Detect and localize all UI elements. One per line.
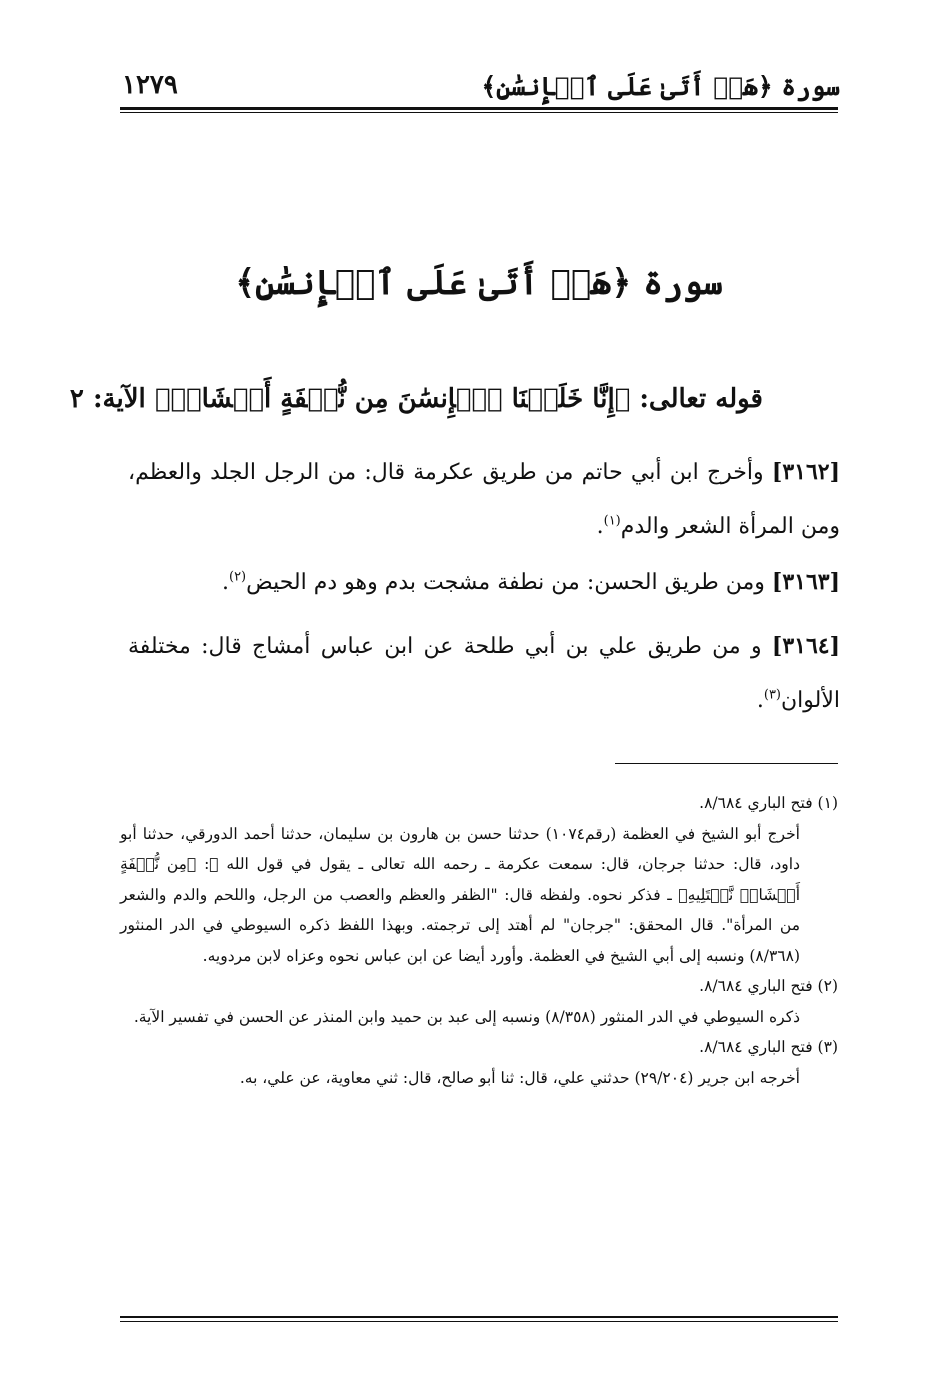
entry-text: ومن طريق الحسن: من نطفة مشجت بدم وهو دم الحيض	[246, 570, 765, 595]
running-header	[120, 70, 840, 110]
narration-entry	[128, 619, 840, 728]
entry-end: .	[596, 514, 604, 539]
footnote-reference	[120, 1032, 838, 1063]
footnote-label: (٢)	[817, 977, 838, 995]
entry-text: و من طريق علي بن أبي طلحة عن ابن عباس أمشاج قال: مختلفة الألوان	[128, 634, 840, 713]
footnote-source: فتح الباري ٨/٦٨٤.	[699, 794, 813, 812]
entry-end: .	[221, 570, 229, 595]
footnote-note: ذكره السيوطي في الدر المنثور (٨/٣٥٨) ونسبه إلى عبد بن حميد وابن المنذر عن الحسن في تفسير الآية.	[133, 1007, 800, 1026]
footnote-source: فتح الباري ٨/٦٨٤.	[699, 1038, 813, 1056]
verse-heading: قوله تعالى: ﴿إِنَّا خَلَقۡنَا ٱلۡإِنسَٰنَ مِن نُّطۡفَةٍ أَمۡشَاجٖ﴾ الآية: ٢	[69, 384, 763, 414]
footnote-source: فتح الباري ٨/٦٨٤.	[699, 977, 813, 995]
surah-title: سورة ﴿هَلۡ أَتَىٰ عَلَى ٱلۡإِنسَٰنِ﴾	[235, 263, 723, 303]
footnote-marker: (٢)	[228, 569, 247, 585]
footnote-reference	[120, 971, 838, 1002]
running-header-title: سورة ﴿هَلۡ أَتَىٰ عَلَى ٱلۡإِنسَٰنِ﴾	[481, 72, 840, 101]
narration-entry	[128, 555, 840, 610]
entry-text: وأخرج ابن أبي حاتم من طريق عكرمة قال: من الرجل الجلد والعظم، ومن المرأة الشعر والدم	[128, 460, 840, 539]
bottom-rule	[120, 1316, 838, 1318]
footnote-reference	[120, 788, 838, 819]
footnotes	[120, 788, 838, 1093]
footnote-label: (٣)	[817, 1038, 838, 1056]
entry-number: [٣١٦٣]	[771, 569, 840, 595]
header-rule	[120, 107, 838, 110]
footnote-label: (١)	[817, 794, 838, 812]
footnote-note: أخرج أبو الشيخ في العظمة (رقم١٠٧٤) حدثنا حسن بن هارون بن سليمان، حدثنا أحمد الدورقي، حدثنا أبو داود، قال: حدثنا جرجان، قال: سمعت عكرمة ـ رحمه الله تعالى ـ يقول في قول الله ﷻ: ﴿مِن نُّطۡفَةٍ أَمۡشَاجٖ نَّبۡتَلِيهِ﴾ ـ فذكر نحوه. ولفظه قال: "الظفر والعظم والعصب من الرجل، واللحم والدم والشعر من المرأة". قال المحقق: "جرجان" لم أهتد إلى ترجمته. وبهذا اللفظ ذكره السيوطي في الدر المنثور (٨/٣٦٨) ونسبه إلى أبي الشيخ في العظمة. وأورد أيضا عن ابن عباس نحوه وعزاه لابن مردويه.	[120, 824, 800, 965]
entry-number: [٣١٦٤]	[771, 633, 840, 659]
entry-number: [٣١٦٢]	[771, 459, 840, 485]
page-number: ١٢٧٩	[122, 70, 178, 100]
narration-entry	[128, 445, 840, 554]
entry-end: .	[756, 688, 764, 713]
header-rule-thin	[120, 112, 838, 113]
footnote-note: أخرجه ابن جرير (٢٩/٢٠٤) حدثني علي، قال: ثنا أبو صالح، قال: ثني معاوية، عن علي، به.	[239, 1068, 800, 1087]
footnote-marker: (٣)	[763, 687, 781, 703]
footnote-marker: (١)	[603, 513, 621, 529]
footnote-divider	[615, 763, 838, 764]
bottom-rule-thin	[120, 1321, 838, 1322]
